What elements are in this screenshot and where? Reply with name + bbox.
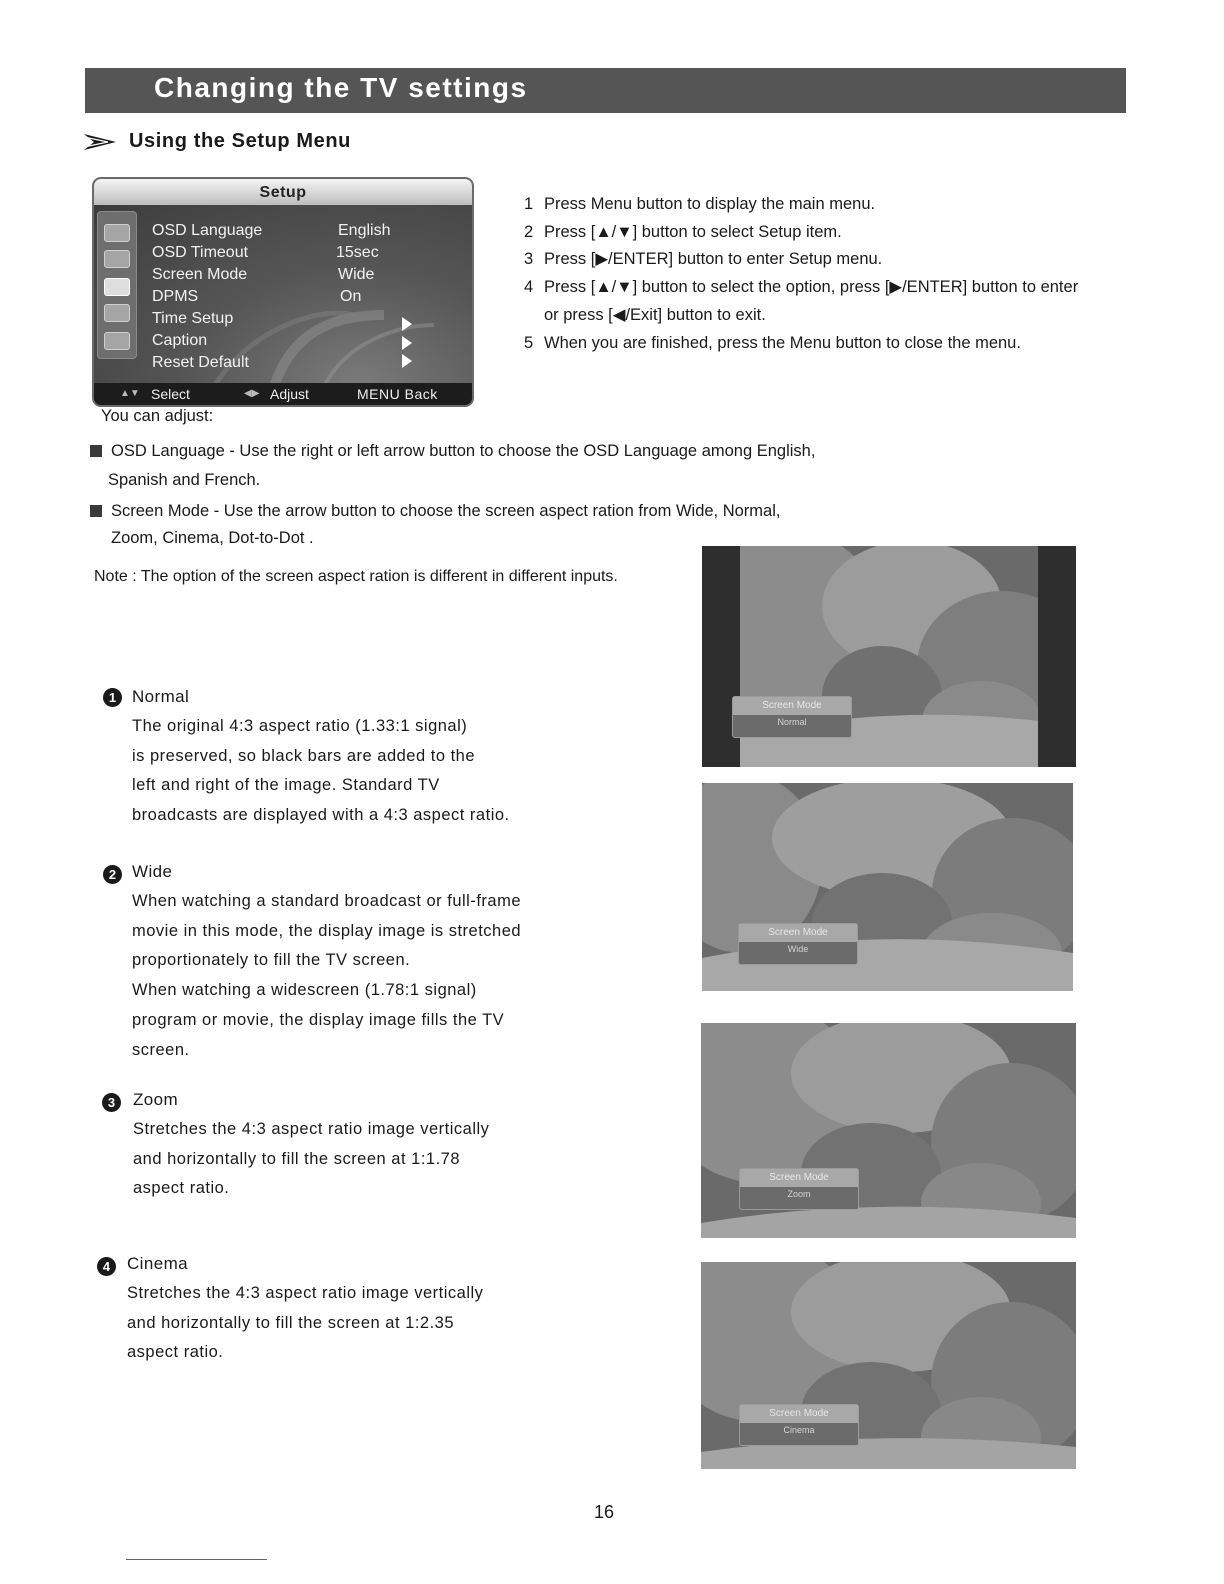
setup-item-reset-default[interactable]: Reset Default [152,354,462,376]
number-3-icon: 3 [102,1093,121,1112]
step-4: 4 Press [▲/▼] button to select the option, press [▶/ENTER] button to enter [524,278,1079,297]
setup-steps [524,191,1078,357]
step-3: 3 Press [▶/ENTER] button to enter Setup menu. [524,250,883,269]
tv-screenshot-zoom [701,1023,1076,1238]
setup-menu-screenshot [92,177,474,407]
mode-description-zoom: Stretches the 4:3 aspect ratio image vertically and horizontally to fill the screen at 1:1.78 aspect ratio. [133,1120,490,1198]
number-2-icon: 2 [103,865,122,884]
step-4-continued: or press [◀/Exit] button to exit. [544,305,766,324]
bullet-screen-mode-line1: Screen Mode - Use the arrow button to choose the screen aspect ration from Wide, Normal, [111,502,781,520]
mode-title-normal: Normal [132,687,190,706]
setup-menu-icon-column [97,211,137,359]
setup-item-osd-timeout[interactable]: OSD Timeout 15sec [152,244,379,261]
section-title: Using the Setup Menu [129,130,351,152]
adjust-intro: You can adjust: [101,407,214,425]
bullet-osd-language-line1: OSD Language - Use the right or left arrow button to choose the OSD Language among English, [111,442,816,460]
left-right-arrows-icon: ◀▶ [244,388,260,399]
bullet-screen-mode-line2: Zoom, Cinema, Dot-to-Dot . [111,529,314,547]
page-title: Changing the TV settings [154,72,528,103]
setup-icon[interactable] [104,278,130,296]
mode-description-wide: When watching a standard broadcast or full-frame movie in this mode, the display image is stretched proportionately to fill the TV screen. When watching a widescreen (1.78:1 signal) program or movie, the display image fills the TV screen. [132,892,522,1059]
submenu-arrow-icon [402,336,412,350]
setup-item-dpms[interactable]: DPMS On [152,288,362,305]
setup-menu-title: Setup [94,179,472,205]
setup-item-osd-language[interactable]: OSD Language English [152,222,391,239]
tv-screenshot-normal [702,546,1076,767]
setup-item-time-setup[interactable]: Time Setup [152,310,462,332]
page-number: 16 [594,1502,615,1522]
number-1-icon: 1 [103,688,122,707]
step-5: 5 When you are finished, press the Menu button to close the menu. [524,333,1021,352]
picture-icon[interactable] [104,250,130,268]
step-2: 2 Press [▲/▼] button to select Setup item. [524,222,842,241]
arrow-icon [84,134,116,150]
bullet-square-icon [90,445,102,457]
screen-mode-osd: Screen Mode Normal [732,696,852,738]
bullet-osd-language-line2: Spanish and French. [108,471,261,489]
mode-description-normal: The original 4:3 aspect ratio (1.33:1 signal) is preserved, so black bars are added to the left and right of the image. Standard TV broadcasts are displayed with a 4:3 aspect ratio. [132,717,510,825]
submenu-arrow-icon [402,354,412,368]
setup-menu-footer: ▲▼ Select ◀▶ Adjust MENU Back [94,383,472,405]
lock-icon[interactable] [104,304,130,322]
disc-icon[interactable] [104,332,130,350]
mode-description-cinema: Stretches the 4:3 aspect ratio image vertically and horizontally to fill the screen at 1:2.35 aspect ratio. [127,1284,484,1362]
bullet-square-icon [90,505,102,517]
footer-divider [126,1559,267,1560]
step-1: 1 Press Menu button to display the main menu. [524,195,876,213]
setup-item-screen-mode[interactable]: Screen Mode Wide [152,266,375,283]
tv-screenshot-wide [702,783,1073,991]
mode-title-zoom: Zoom [133,1090,179,1109]
number-4-icon: 4 [97,1257,116,1276]
tv-screenshot-cinema [701,1262,1076,1469]
screen-mode-osd: Screen Mode Zoom [739,1168,859,1210]
submenu-arrow-icon [402,317,412,331]
setup-item-caption[interactable]: Caption [152,332,462,354]
tv-icon[interactable] [104,224,130,242]
up-down-arrows-icon: ▲▼ [120,388,140,399]
screen-mode-osd: Screen Mode Cinema [739,1404,859,1446]
mode-title-wide: Wide [132,862,173,881]
note: Note : The option of the screen aspect ration is different in different inputs. [94,568,618,585]
setup-menu-body [94,205,472,387]
mode-title-cinema: Cinema [127,1254,188,1273]
screen-mode-osd: Screen Mode Wide [738,923,858,965]
